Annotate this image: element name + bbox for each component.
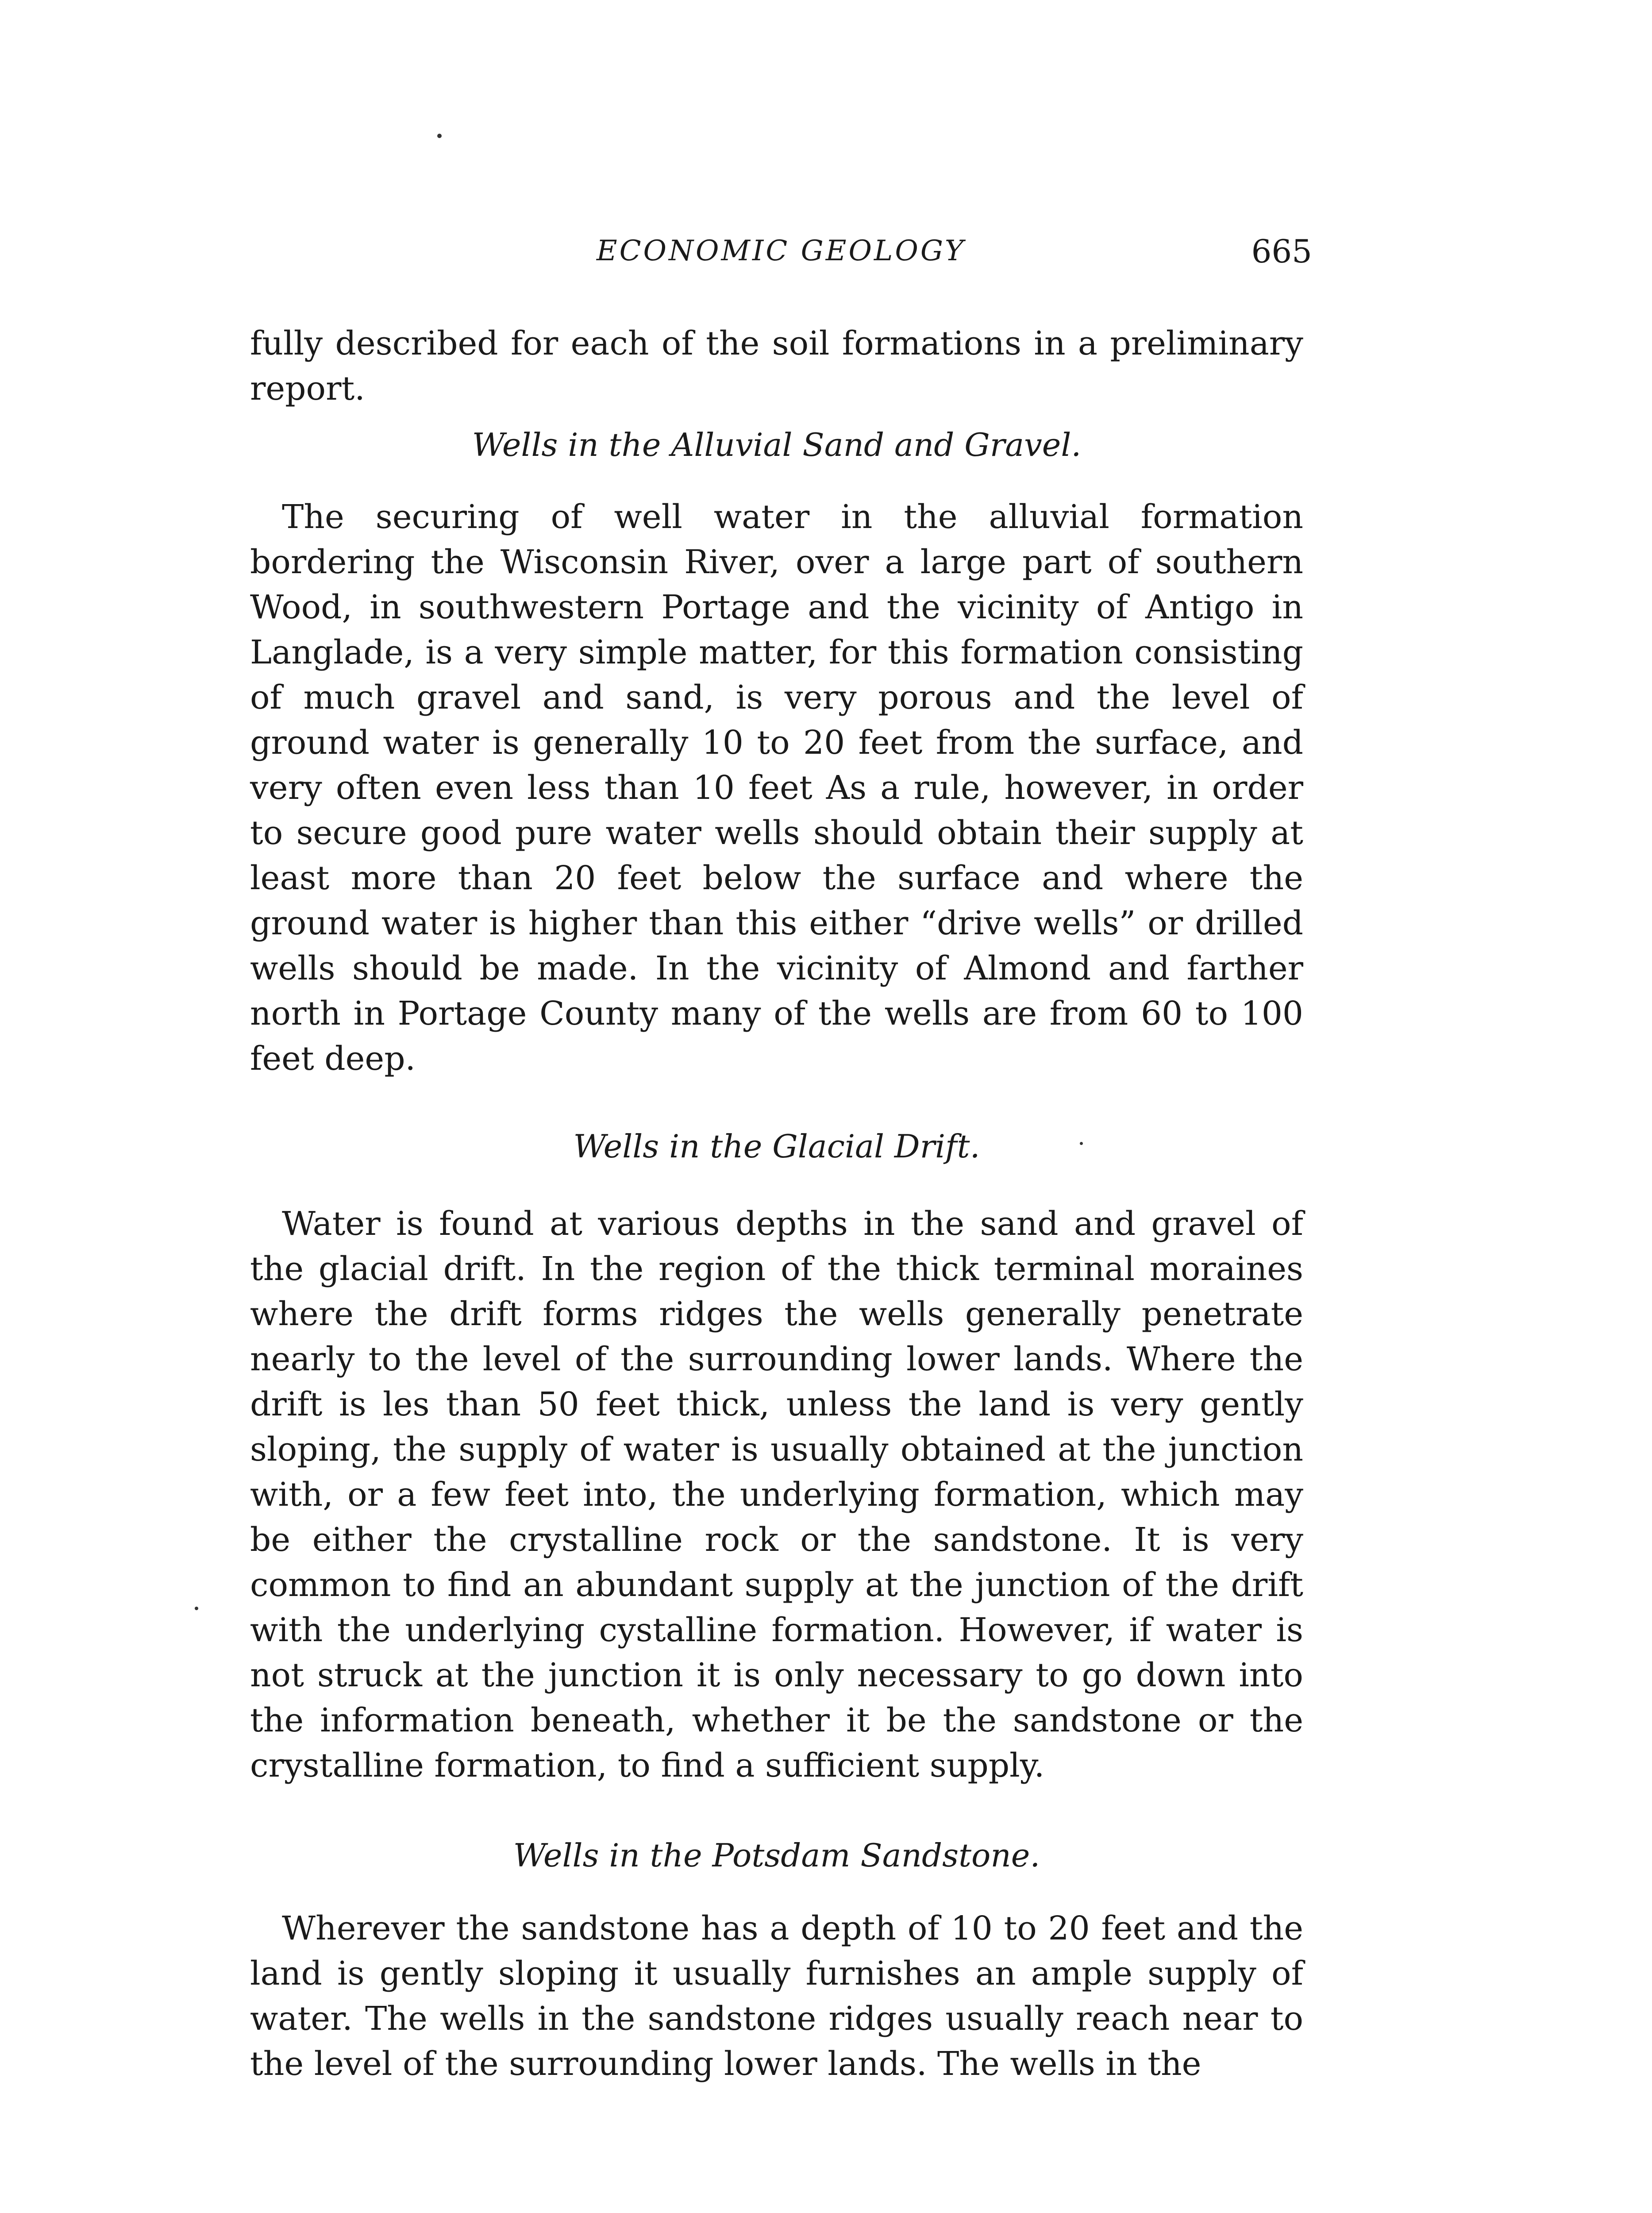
paragraph-potsdam: Wherever the sandstone has a depth of 10 to 20 feet and the land is gently sloping it usually furnishes an ample supply of water. The wells in the sandstone ridges usually reach near to the level of the surrounding lower lands. The wells in the <box>250 1909 1303 2083</box>
section-heading-alluvial: Wells in the Alluvial Sand and Gravel. <box>472 426 1082 463</box>
running-title: ECONOMIC GEOLOGY <box>596 235 966 267</box>
section-heading-potsdam: Wells in the Potsdam Sandstone. <box>513 1837 1040 1874</box>
scan-speck <box>437 134 442 138</box>
page-number: 665 <box>1251 233 1312 270</box>
paragraph-alluvial: The securing of well water in the alluvial formation bordering the Wisconsin River, over a large part of southern Wood, in southwestern Portage and the vicinity of Antigo in Langlade, is a very simple matter, for this formation consisting of much gravel and sand, is very porous and the level of ground water is generally 10 to 20 feet from the surface, and very often even less than 10 feet As a rule, however, in order to secure good pure water wells should obtain their supply at least more than 20 feet below the surface and where the ground water is higher than this either “drive wells” or drilled wells should be made. In the vicinity of Almond and farther north in Portage County many of the wells are from 60 to 100 feet deep. <box>250 498 1303 1078</box>
carryover-paragraph: fully described for each of the soil formations in a preliminary report. <box>250 324 1303 408</box>
section-heading-glacial: Wells in the Glacial Drift. <box>573 1128 980 1165</box>
running-head <box>250 230 1312 283</box>
scan-speck <box>1080 1142 1083 1145</box>
scan-speck <box>195 1607 198 1610</box>
paragraph-glacial: Water is found at various depths in the sand and gravel of the glacial drift. In the region of the thick terminal moraines where the drift forms ridges the wells generally penetrate nearly to the level of the surrounding lower lands. Where the drift is les than 50 feet thick, unless the land is very gently sloping, the supply of water is usually obtained at the junction with, or a few feet into, the underlying formation, which may be either the crystalline rock or the sandstone. It is very common to find an abundant supply at the junction of the drift with the underlying cystalline formation. However, if water is not struck at the junction it is only necessary to go down into the information beneath, whether it be the sandstone or the crystalline formation, to find a sufficient supply. <box>250 1205 1303 1785</box>
